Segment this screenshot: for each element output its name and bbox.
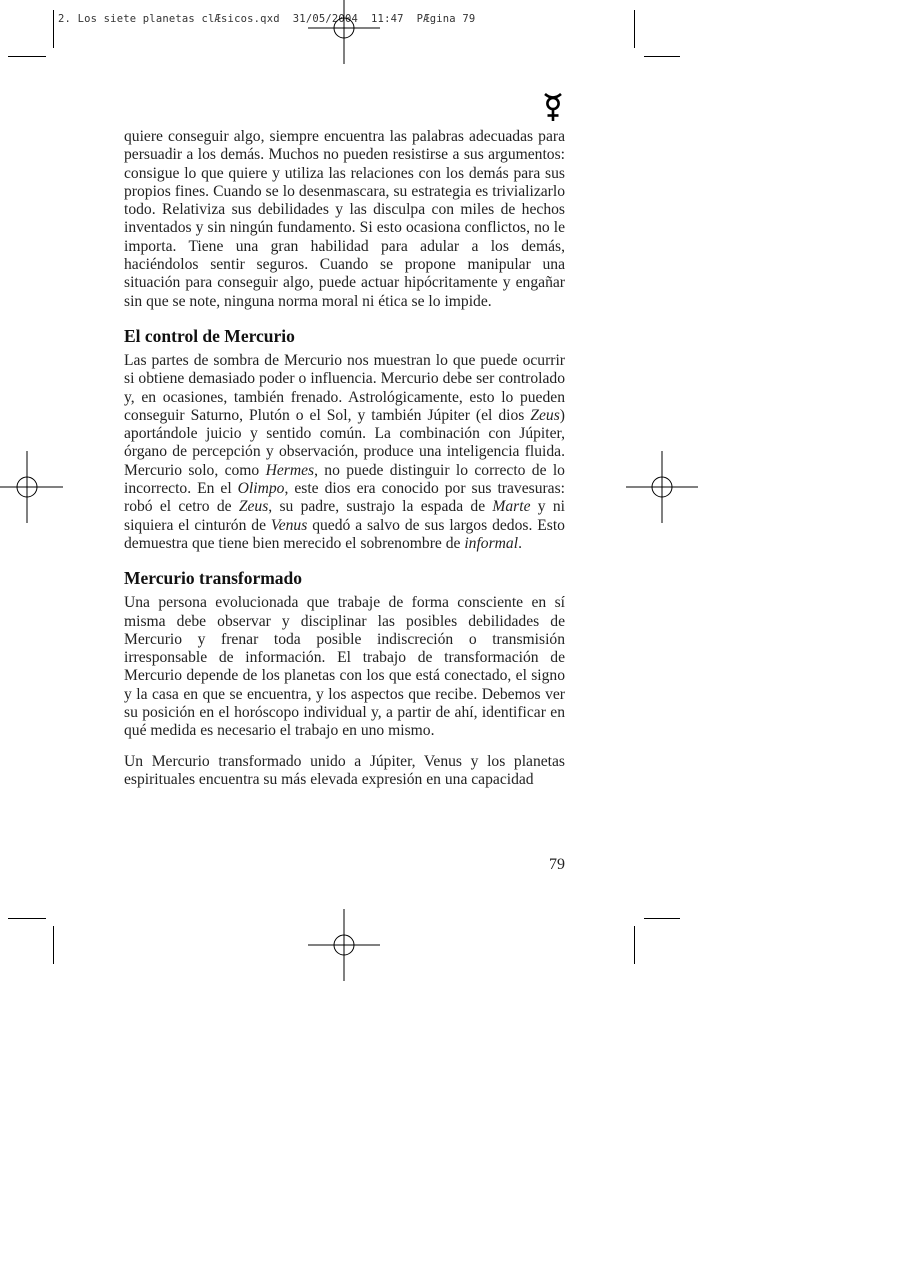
section-heading: Mercurio transformado bbox=[124, 568, 303, 589]
text-run: ) aportándole juicio y sentido común. La combinación con Júpiter, órgano de percepción y observación, produce una inteligencia fluida. Mercurio solo, como bbox=[124, 406, 565, 479]
section-heading: El control de Mercurio bbox=[124, 325, 295, 346]
crop-mark bbox=[634, 926, 635, 964]
italic-name: Venus bbox=[270, 516, 308, 534]
text-run: y ni siquiera el cinturón de bbox=[124, 498, 565, 534]
italic-name: Zeus bbox=[238, 498, 269, 516]
italic-name: Hermes bbox=[265, 461, 315, 479]
body-paragraph: Una persona evolucionada que trabaje de forma consciente en sí misma debe observar y disciplinar las posibles debilidades de Mercurio y frenar toda posible indiscreción o transmisión irresponsable de información. El trabajo de transformación de Mercurio depende de los planetas con los que está conectado, el signo y la casa en que se encuentra, y los aspectos que recibe. Debemos ver su posición en el horóscopo individual y, a partir de ahí, identificar en qué medida es necesario el trabajo en uno mismo. bbox=[124, 594, 565, 740]
crop-mark bbox=[644, 56, 680, 57]
body-paragraph: quiere conseguir algo, siempre encuentra las palabras adecuadas para persuadir a los demás. Muchos no pueden resistirse a sus argumentos: consigue lo que quiere y utiliza las relaciones con los demás para sus propios fines. Cuando se lo desenmascara, su estrategia es trivializarlo todo. Relativiza sus debilidades y las disculpa con miles de hechos inventados y sin ningún fundamento. Si esto ocasiona conflictos, no le importa. Tiene una gran habilidad para adular a los demás, haciéndolos sentir seguros. Cuando se propone manipular una situación para conseguir algo, puede actuar hipócritamente y engañar sin que se note, ninguna norma moral ni ética se lo impide. bbox=[124, 128, 565, 310]
italic-name: Olimpo bbox=[237, 480, 285, 498]
crop-mark bbox=[8, 918, 46, 919]
mercury-symbol-icon bbox=[540, 92, 566, 122]
crop-mark bbox=[634, 10, 635, 48]
italic-name: Marte bbox=[492, 498, 531, 516]
italic-name: informal bbox=[464, 534, 519, 552]
crop-mark bbox=[53, 926, 54, 964]
text-run: , no puede distinguir lo correcto de lo incorrecto. En el bbox=[124, 461, 565, 498]
registration-mark-icon bbox=[308, 0, 380, 64]
registration-mark-icon bbox=[308, 909, 380, 981]
text-run: , su padre, sustrajo la espada de bbox=[268, 498, 493, 516]
body-paragraph bbox=[124, 352, 565, 553]
page-number: 79 bbox=[549, 856, 565, 873]
registration-mark-icon bbox=[626, 451, 698, 523]
crop-mark bbox=[644, 918, 680, 919]
text-run: , este dios era conocido por sus travesuras: robó el cetro de bbox=[124, 480, 566, 516]
text-run: quedó a salvo de sus largos dedos. Esto demuestra que tiene bien merecido el sobrenombre de bbox=[124, 516, 565, 552]
page-body bbox=[124, 128, 565, 789]
text-run: . bbox=[518, 534, 522, 552]
body-paragraph: Un Mercurio transformado unido a Júpiter, Venus y los planetas espirituales encuentra su más elevada expresión en una capacidad bbox=[124, 752, 565, 788]
crop-mark bbox=[53, 10, 54, 48]
print-slug-line: 2. Los siete planetas clÆsicos.qxd 31/05/2004 11:47 PÆgina 79 bbox=[58, 13, 476, 25]
registration-mark-icon bbox=[0, 451, 63, 523]
crop-mark bbox=[8, 56, 46, 57]
text-run: Las partes de sombra de Mercurio nos muestran lo que puede ocurrir si obtiene demasiado poder o influencia. Mercurio debe ser controlado y, en ocasiones, también frenado. Astrológicamente, esto lo pueden conseguir Saturno, Plutón o el Sol, y también Júpiter (el dios bbox=[124, 351, 565, 424]
italic-name: Zeus bbox=[530, 406, 560, 424]
